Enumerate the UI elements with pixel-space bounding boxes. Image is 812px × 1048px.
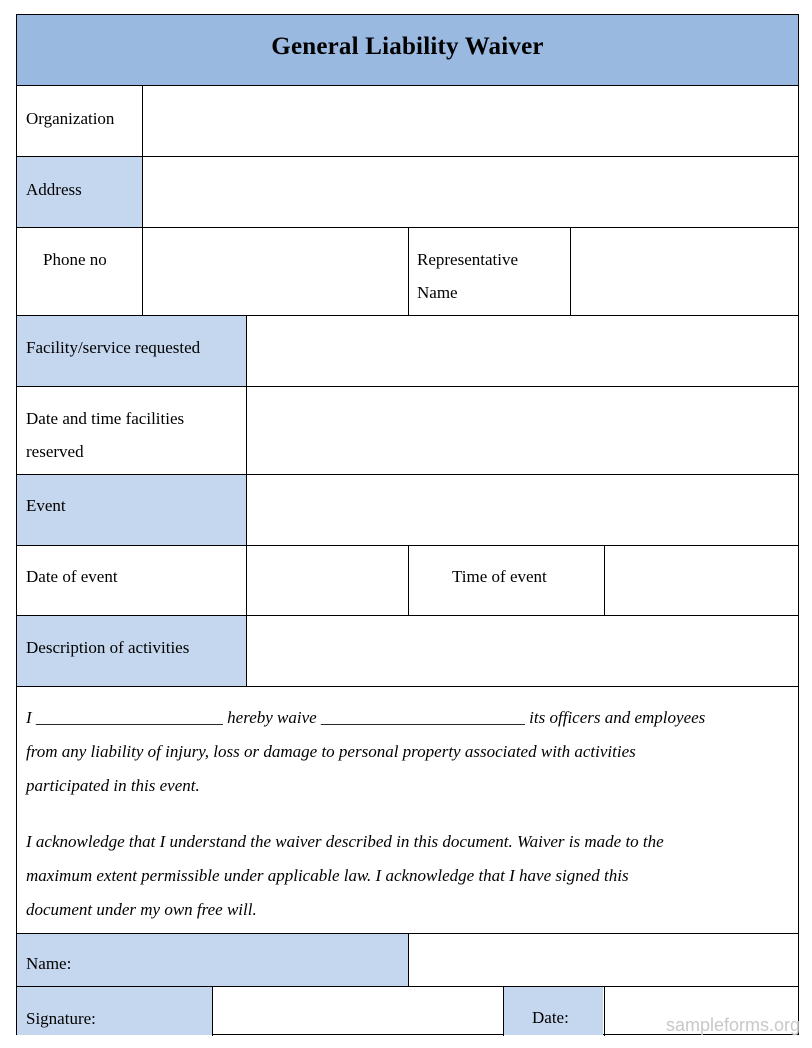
watermark: sampleforms.org (665, 1015, 800, 1035)
organization-label: Organization (26, 109, 115, 128)
waiver-text-line: participated in this event. (26, 776, 200, 795)
datetime-label-line2: reserved (26, 442, 84, 461)
time-of-event-label: Time of event (452, 567, 547, 586)
divider (503, 986, 504, 1036)
form-title: General Liability Waiver (271, 33, 544, 60)
event-label: Event (26, 496, 66, 515)
description-label: Description of activities (26, 638, 190, 657)
divider (17, 686, 798, 687)
date-of-event-label: Date of event (26, 567, 118, 586)
signature-field[interactable] (213, 987, 503, 1035)
phone-label: Phone no (43, 250, 107, 269)
address-field[interactable] (143, 157, 798, 227)
representative-label-line1: Representative (417, 250, 519, 269)
event-field[interactable] (247, 475, 798, 545)
name-label: Name: (26, 954, 72, 973)
waiver-text-line: I ______________________ hereby waive ________________________ its officers and employees (26, 708, 706, 727)
acknowledgement-text-line: document under my own free will. (26, 900, 257, 919)
date-label: Date: (532, 1008, 569, 1027)
representative-label-line2: Name (417, 283, 458, 302)
datetime-label-line1: Date and time facilities (26, 409, 185, 428)
organization-field[interactable] (143, 86, 798, 156)
name-field[interactable] (409, 934, 798, 986)
date-of-event-field[interactable] (247, 546, 408, 615)
divider (408, 227, 409, 315)
time-of-event-field[interactable] (605, 546, 798, 615)
facility-field[interactable] (247, 316, 798, 386)
datetime-reserved-field[interactable] (247, 387, 798, 474)
signature-label: Signature: (26, 1009, 96, 1028)
acknowledgement-text-line: maximum extent permissible under applicable law. I acknowledge that I have signed this (26, 866, 629, 885)
acknowledgement-text-line: I acknowledge that I understand the waiver described in this document. Waiver is made to the (26, 832, 664, 851)
description-field[interactable] (247, 616, 798, 686)
name-label-bg (17, 934, 408, 987)
phone-field[interactable] (143, 228, 408, 315)
representative-name-field[interactable] (571, 228, 798, 315)
facility-label: Facility/service requested (26, 338, 201, 357)
address-label: Address (26, 180, 82, 199)
waiver-text-line: from any liability of injury, loss or damage to personal property associated with activities (26, 742, 636, 761)
divider (408, 545, 409, 615)
liability-waiver-form (16, 14, 799, 1035)
